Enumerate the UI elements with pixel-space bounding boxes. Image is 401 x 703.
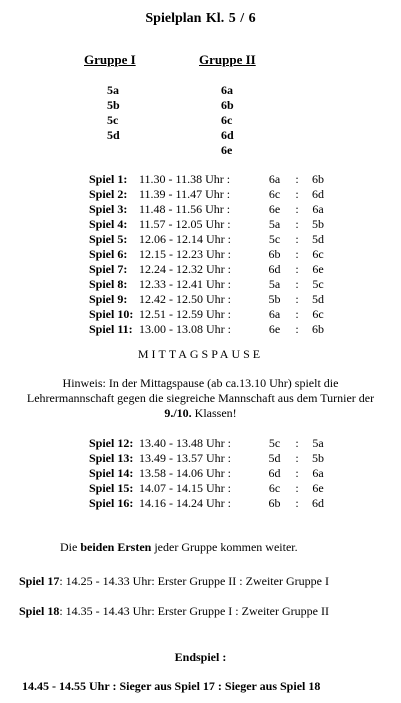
team-2: 5b xyxy=(312,217,324,231)
game-label: Spiel 2: xyxy=(89,187,128,201)
game-label: Spiel 10: xyxy=(89,307,134,321)
semifinal-2-label: Spiel 18 xyxy=(19,604,60,618)
team-1: 5b xyxy=(268,292,281,306)
separator: : xyxy=(295,202,299,216)
separator: : xyxy=(295,451,299,465)
game-time: 11.48 - 11.56 Uhr : xyxy=(139,202,231,216)
game-row xyxy=(89,322,334,337)
team-label: 5b xyxy=(107,98,120,112)
game-row xyxy=(89,277,334,292)
game-row xyxy=(89,202,334,217)
game-label: Spiel 5: xyxy=(89,232,128,246)
advance-note xyxy=(60,540,298,555)
team-2: 5a xyxy=(312,436,324,450)
game-time: 14.07 - 14.15 Uhr : xyxy=(139,481,231,495)
team-1: 5a xyxy=(268,217,281,231)
game-time: 12.24 - 12.32 Uhr : xyxy=(139,262,231,276)
game-row xyxy=(89,172,334,187)
game-time: 12.15 - 12.23 Uhr : xyxy=(139,247,231,261)
group-heading-1: Gruppe I xyxy=(84,52,136,67)
game-label: Spiel 14: xyxy=(89,466,134,480)
team-1: 6a xyxy=(268,172,281,186)
game-label: Spiel 1: xyxy=(89,172,128,186)
team-1: 5d xyxy=(268,451,281,465)
team-2: 5c xyxy=(312,277,324,291)
notice-line-3 xyxy=(0,406,401,421)
separator: : xyxy=(295,436,299,450)
team-label: 5a xyxy=(107,83,119,97)
notice-block xyxy=(0,376,401,421)
game-label: Spiel 12: xyxy=(89,436,134,450)
game-label: Spiel 3: xyxy=(89,202,128,216)
separator: : xyxy=(295,217,299,231)
semifinal-2-text: : 14.35 - 14.43 Uhr: Erster Gruppe I : Zweiter Gruppe II xyxy=(59,604,329,618)
lunch-break-heading: MITTAGSPAUSE xyxy=(137,347,264,361)
team-2: 6c xyxy=(312,307,324,321)
game-row xyxy=(89,217,334,232)
team-1: 6c xyxy=(268,481,281,495)
separator: : xyxy=(295,247,299,261)
game-time: 12.51 - 12.59 Uhr : xyxy=(139,307,231,321)
game-row xyxy=(89,292,334,307)
game-label: Spiel 4: xyxy=(89,217,128,231)
games-list-afternoon xyxy=(89,436,334,511)
separator: : xyxy=(295,322,299,336)
page-title: Spielplan Kl. 5 / 6 xyxy=(145,11,256,26)
game-time: 13.49 - 13.57 Uhr : xyxy=(139,451,231,465)
notice-grade-bold: 9./10. xyxy=(164,406,192,420)
team-2: 6d xyxy=(312,187,324,201)
game-time: 11.39 - 11.47 Uhr : xyxy=(139,187,231,201)
game-time: 11.30 - 11.38 Uhr : xyxy=(139,172,231,186)
advance-note-post: jeder Gruppe kommen weiter. xyxy=(151,540,298,554)
game-time: 13.40 - 13.48 Uhr : xyxy=(139,436,231,450)
game-label: Spiel 6: xyxy=(89,247,128,261)
team-2: 6e xyxy=(312,262,324,276)
game-row xyxy=(89,496,334,511)
game-label: Spiel 11: xyxy=(89,322,133,336)
group-2-teams xyxy=(221,83,261,158)
games-list-morning xyxy=(89,172,334,337)
team-1: 6d xyxy=(268,262,281,276)
team-label: 6d xyxy=(221,128,234,142)
game-time: 13.58 - 14.06 Uhr : xyxy=(139,466,231,480)
team-label: 6c xyxy=(221,113,233,127)
separator: : xyxy=(295,481,299,495)
team-label: 6b xyxy=(221,98,234,112)
game-time: 13.00 - 13.08 Uhr : xyxy=(139,322,231,336)
separator: : xyxy=(295,232,299,246)
game-label: Spiel 15: xyxy=(89,481,134,495)
team-2: 6b xyxy=(312,322,324,336)
separator: : xyxy=(295,172,299,186)
game-label: Spiel 13: xyxy=(89,451,134,465)
team-1: 6b xyxy=(268,496,281,510)
separator: : xyxy=(295,262,299,276)
separator: : xyxy=(295,277,299,291)
semifinal-2 xyxy=(19,604,329,619)
group-1-teams xyxy=(107,83,147,143)
team-2: 6a xyxy=(312,202,324,216)
notice-grade-rest: Klassen! xyxy=(191,406,237,420)
separator: : xyxy=(295,187,299,201)
semifinal-1-text: : 14.25 - 14.33 Uhr: Erster Gruppe II : Zweiter Gruppe I xyxy=(59,574,329,588)
team-1: 6d xyxy=(268,466,281,480)
game-label: Spiel 9: xyxy=(89,292,128,306)
team-1: 6a xyxy=(268,307,281,321)
game-row xyxy=(89,436,334,451)
team-label: 6a xyxy=(221,83,233,97)
game-row xyxy=(89,451,334,466)
game-row xyxy=(89,466,334,481)
semifinal-1 xyxy=(19,574,329,589)
team-2: 6e xyxy=(312,481,324,495)
team-1: 6e xyxy=(268,322,281,336)
separator: : xyxy=(295,292,299,306)
team-1: 5a xyxy=(268,277,281,291)
team-2: 6a xyxy=(312,466,324,480)
notice-line-1: Hinweis: In der Mittagspause (ab ca.13.10 Uhr) spielt die xyxy=(62,376,339,390)
game-label: Spiel 7: xyxy=(89,262,128,276)
game-time: 11.57 - 12.05 Uhr : xyxy=(139,217,231,231)
final-heading: Endspiel : xyxy=(174,650,227,664)
game-row xyxy=(89,481,334,496)
game-time: 12.42 - 12.50 Uhr : xyxy=(139,292,231,306)
game-row xyxy=(89,247,334,262)
team-label: 5d xyxy=(107,128,120,142)
advance-note-pre: Die xyxy=(60,540,81,554)
final-line: 14.45 - 14.55 Uhr : Sieger aus Spiel 17 : Sieger aus Spiel 18 xyxy=(22,679,321,693)
team-2: 5d xyxy=(312,292,324,306)
team-label: 6e xyxy=(221,143,233,157)
group-heading-2: Gruppe II xyxy=(199,52,256,67)
game-time: 14.16 - 14.24 Uhr : xyxy=(139,496,231,510)
separator: : xyxy=(295,307,299,321)
separator: : xyxy=(295,496,299,510)
game-label: Spiel 8: xyxy=(89,277,128,291)
notice-line-2: Lehrermannschaft gegen die siegreiche Mannschaft aus dem Turnier der xyxy=(26,391,375,405)
game-time: 12.33 - 12.41 Uhr : xyxy=(139,277,231,291)
game-row xyxy=(89,232,334,247)
team-1: 5c xyxy=(268,436,281,450)
team-label: 5c xyxy=(107,113,119,127)
team-1: 6e xyxy=(268,202,281,216)
semifinal-1-label: Spiel 17 xyxy=(19,574,60,588)
team-2: 6d xyxy=(312,496,324,510)
team-1: 6c xyxy=(268,187,281,201)
game-row xyxy=(89,262,334,277)
team-1: 6b xyxy=(268,247,281,261)
separator: : xyxy=(295,466,299,480)
team-2: 6c xyxy=(312,247,324,261)
game-row xyxy=(89,187,334,202)
team-1: 5c xyxy=(268,232,281,246)
team-2: 5b xyxy=(312,451,324,465)
game-time: 12.06 - 12.14 Uhr : xyxy=(139,232,231,246)
team-2: 6b xyxy=(312,172,324,186)
game-row xyxy=(89,307,334,322)
advance-note-bold: beiden Ersten xyxy=(80,540,152,554)
game-label: Spiel 16: xyxy=(89,496,134,510)
team-2: 5d xyxy=(312,232,324,246)
